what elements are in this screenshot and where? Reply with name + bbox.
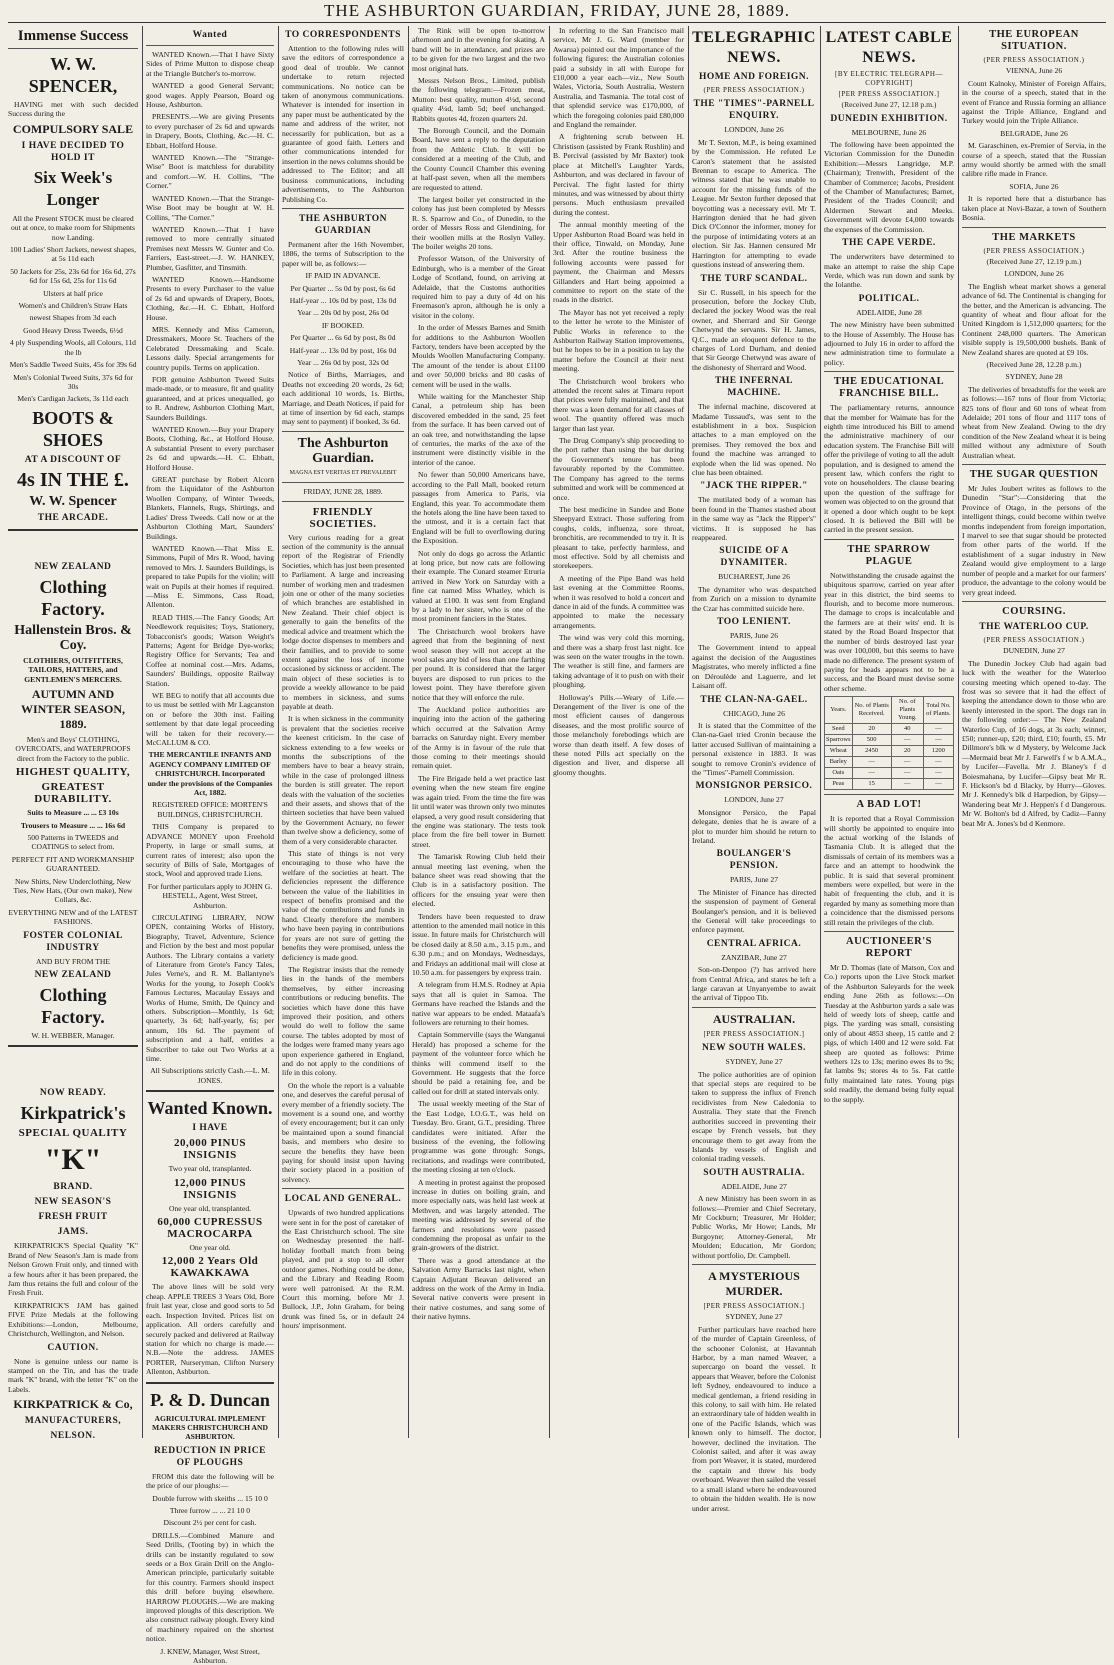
table-cell: Barley bbox=[825, 757, 853, 768]
special-quality: SPECIAL QUALITY bbox=[18, 1127, 128, 1140]
story-title: BOULANGER'S PENSION. bbox=[716, 849, 792, 872]
discount-text: AT A DISCOUNT OF bbox=[24, 454, 122, 465]
table-cell: Peas bbox=[825, 779, 853, 790]
guardian-heading: THE ASHBURTON GUARDIAN bbox=[298, 213, 388, 236]
table-header: Years. bbox=[825, 697, 853, 724]
plough-price: Double furrow with skeiths ... 15 10 0 bbox=[152, 1493, 268, 1503]
story-title: MONSIGNOR PERSICO. bbox=[695, 781, 813, 792]
story-dateline: ZANZIBAR, June 27 bbox=[721, 952, 787, 962]
news-paragraph: In the order of Messrs Barnes and Smith for additions to the Ashburton Woollen Factory, tenders have been accepted by the Moulds Woollen Manufacturing Company. The amount of the tender is about £1100 and over 50,000 bricks and 80 casks of cement will be used in the walls. bbox=[412, 323, 545, 389]
classified-ad: WE BEG to notify that all accounts due to us must be settled with Mr Lagcanston on or before the 30th inst. Failing settlement by that date legal proceeding will be taken for their recovery.—McCALLUM & CO. bbox=[146, 691, 274, 748]
story-text: M. Garaschinen, ex-Premier of Servia, in the course of a speech, stated that the Russian army would shortly be armed with the small calibre rifle made in France. bbox=[962, 141, 1106, 179]
story-title: THE CAPE VERDE. bbox=[842, 238, 936, 249]
coursing: COURSING. bbox=[1002, 605, 1066, 617]
classified-ad: PRESENTS.—We are giving Presents to every purchaser of 2s 6d and upwards in Drapery, Boots, Clothing, &c.—H. C. Ebbatt, Holford House. bbox=[146, 112, 274, 150]
story-title: CENTRAL AFRICA. bbox=[706, 938, 802, 949]
news-paragraph: While waiting for the Manchester Ship Canal, a petroleum ship has been discovered embedded in the sand, 25 feet from the surface. It has been carved out of an oak tree, and notwithstanding the lapse of centuries, the marks of the axe of the instrument were distinctly visible in the interior of the canoe. bbox=[412, 392, 545, 467]
manager: W. H. WEBBER, Manager. bbox=[31, 1031, 115, 1041]
terms-heading: IF PAID IN ADVANCE. bbox=[305, 271, 381, 281]
column-separator bbox=[278, 26, 279, 1438]
new-season: NEW SEASON'S bbox=[34, 1197, 112, 1208]
news-paragraph: Not only do dogs go across the Atlantic at long price, but now cats are following their example. The Cunard steamer Etruria arrived in New York on Saturday with a fine cat named Miss Whatley, which is valued at £100. It was sent from England by a lady to her sister, who is one of the most prominent fanciers in the States. bbox=[412, 548, 545, 624]
press-assoc: [PER PRESS ASSOCIATION.] bbox=[838, 89, 940, 98]
stock-text: All the Present STOCK must be cleared out at once, to make room for Shipments now Landing. bbox=[10, 213, 135, 242]
table-header: No. of Plants Received. bbox=[852, 697, 891, 724]
column-8 bbox=[962, 26, 1106, 1438]
kirkpatrick-title: Kirkpatrick's bbox=[20, 1103, 126, 1124]
k-brand: "K" bbox=[44, 1143, 102, 1177]
news-paragraph: The Fire Brigade held a wet practice last evening when the new steam fire engine was again tried. From the time the fire was lit until water was thrown only two minutes elapsed, a very good result considering that the engine was stationary. The tests took place from the fire bell tower in Burnett street. bbox=[412, 773, 545, 849]
table-cell: — bbox=[923, 768, 953, 779]
sparrow-table bbox=[824, 696, 954, 790]
classified-ad: WANTED Known.—Buy your Drapery Boots, Clothing, &c., at Holford House. A substantial Present to every purchaser 2s 6d and upwards.—H. C. Ebbatt, Holford House. bbox=[146, 425, 274, 472]
table-header: No. of Plants Young. bbox=[891, 697, 923, 724]
caution: CAUTION. bbox=[47, 1342, 99, 1353]
column-separator bbox=[958, 26, 959, 1438]
motto: MAGNA EST VERITAS ET PREVALEBIT bbox=[289, 469, 397, 476]
news-paragraph: The annual monthly meeting of the Upper Ashburton Road Board was held in their office, Tinwald, on Monday, June 3rd. After the routine business the following accounts were passed for payment, the Chairman and Messrs Gillanders and Hart being appointed a committee to report on the state of the roads in the district. bbox=[553, 220, 684, 305]
hallenstein: Hallenstein Bros. & Coy. bbox=[14, 622, 132, 653]
story-dateline: SOFIA, June 26 bbox=[1009, 181, 1059, 191]
column-separator bbox=[820, 26, 821, 1438]
press-assoc: [PER PRESS ASSOCIATION.] bbox=[703, 1029, 805, 1038]
news-paragraph: A meeting of the Pipe Band was held last evening at the Committee Rooms, when it was resolved to hold a concert and dance in aid of the funds. A committee was appointed to make the necessary arrangements. bbox=[553, 573, 684, 630]
press-assoc: [PER PRESS ASSOCIATION.] bbox=[703, 1301, 805, 1310]
story-text: Count Kalnoky, Minister of Foreign Affairs, in the course of a speech, stated that in the event of France and Russia forming an alliance against the Triple Alliance, England and Turkey would join the Triple Alliance. bbox=[962, 78, 1106, 126]
duncan-sign: J. KNEW, Manager, West Street, Ashburton. bbox=[160, 1646, 260, 1665]
press-assoc: (PER PRESS ASSOCIATION.) bbox=[983, 246, 1085, 255]
clothing-factory: Clothing Factory. bbox=[39, 576, 107, 619]
arcade: THE ARCADE. bbox=[37, 512, 109, 523]
trousers-price: Trousers to Measure ... ... 16s 6d bbox=[20, 820, 126, 830]
story-title: SOUTH AUSTRALIA. bbox=[703, 1167, 805, 1178]
news-paragraph: The Christchurch wool brokers who attended the recent sales at Timaru report that prices were fully maintained, and that there was a keen demand for all classes of wool. The quantity offered was much larger than last year. bbox=[553, 376, 684, 433]
classified-ad: READ THIS.—The Fancy Goods; Art Needlework requisites; Toys, Stationery, Tobacconist's goods; Watson Weight's Patterns; Agent for Bridge Dye-works; Registry Office for Servants; Tea and Coffee at nominal cost.—Mrs. Adams, Saunders' Buildings, opposite Railway Station. bbox=[146, 612, 274, 688]
masthead bbox=[0, 0, 1114, 22]
story-dateline: MELBOURNE, June 26 bbox=[851, 127, 927, 137]
column-separator bbox=[688, 26, 689, 1438]
editorial-paragraph: It is when sickness in the community is prevalent that the societies receive the keenest criticism. In the case of sickness extending to a few weeks or months the subscriptions of the members have to bear a heavy strain, while in the case of prolonged illness the burden is still greater. The report deals with the valuation of the societies and their assets, and shows that of the thirteen societies that have been valued by the Government Actuary, no fewer than twelve show a deficiency, some of them of a very considerable character. bbox=[282, 714, 404, 846]
franchise-bill: THE EDUCATIONAL FRANCHISE BILL. bbox=[833, 376, 945, 400]
table-cell: 2450 bbox=[852, 746, 891, 757]
press-assoc: (PER PRESS ASSOCIATION.) bbox=[983, 56, 1085, 64]
clothing-factory-2: Clothing Factory. bbox=[39, 985, 107, 1028]
story-text: Sir C. Russell, in his speech for the prosecution, before the Jockey Club, declared the jockey Wood was the real owner, and Sherrard and Sir George Chetwynd the servants. Sir H. James, Q.C., made an eloquent defence to the charges of Lord Durham, and denied that Sir George Chetwynd was aware of the dishonesty of Sherrard and Wood. bbox=[692, 287, 816, 372]
overcoats: Men's and Boys' CLOTHING, OVERCOATS, and WATERPROOFS direct from the Factory to the public. bbox=[15, 734, 131, 763]
table-cell: 20 bbox=[852, 724, 891, 735]
spencer-item: 100 Ladies' Short Jackets, newest shapes, at 5s 11d each bbox=[9, 245, 136, 264]
franchise-text: The parliamentary returns, announce that the member for Waimate has for the eighth time introduced his Bill to amend the administrative machinery of our education system. The Franchise Bill will offer the privilege of voting to all the adult population, and is designed to amend the present law, which confers the right to vote on householders. The clause bearing upon the question of the suffrage for women was objected to on the ground that it opened a door which ought to be kept closed. It is believed the Bill will be carried in the present session. bbox=[824, 403, 954, 535]
story-title: THE "TIMES"-PARNELL ENQUIRY. bbox=[693, 99, 815, 122]
masthead-rule bbox=[8, 22, 1106, 23]
reduction: REDUCTION IN PRICE OF PLOUGHS bbox=[154, 1445, 266, 1468]
caution-text: None is genuine unless our name is stamped on the Tin, and has the trade mark "K" brand, with the letter "K" on the Labels. bbox=[8, 1356, 138, 1394]
friendly-societies: FRIENDLY SOCIETIES. bbox=[309, 505, 377, 530]
story-dateline: SYDNEY, June 28 bbox=[1005, 372, 1063, 382]
spencer-item: newest Shapes from 3d each bbox=[29, 313, 117, 323]
classified-ad: For further particulars apply to JOHN G. HESTELL, Agent, West Street, Ashburton. bbox=[147, 881, 273, 910]
table-cell: Sparrows bbox=[825, 735, 853, 746]
spencer-intro: HAVING met with such decided Success during the bbox=[8, 100, 138, 119]
from-date: FROM this date the following will be the price of our ploughs:— bbox=[146, 1471, 274, 1491]
column-1 bbox=[8, 26, 138, 1442]
clothiers: CLOTHIERS, OUTFITTERS, TAILORS, HATTERS, and GENTLEMEN'S MERCERS. bbox=[23, 655, 123, 684]
editorial-paragraph: The Registrar insists that the remedy lies in the hands of the members themselves, by either increasing contributions or reducing benefits. The societies which have done this have improved their position, and others would do well to follow the same course. The tables adopted by most of the lodges were framed many years ago upon experience gathered in England, and do not apply to the conditions of life in this colony. bbox=[282, 964, 404, 1078]
received-line: (Received June 27, 12.18 p.m.) bbox=[841, 100, 937, 110]
nz-label-2: NEW ZEALAND bbox=[34, 970, 112, 981]
column-6 bbox=[692, 26, 816, 1513]
waterloo-cup: THE WATERLOO CUP. bbox=[979, 621, 1089, 632]
news-paragraph: The wind was very cold this morning, and there was a sharp frost last night. Ice was seen on the water troughs in the town. The weather is still fine, and farmers are taking advantage of it to push on with their ploughing. bbox=[553, 633, 684, 690]
mysterious-murder: A MYSTERIOUS MURDER. bbox=[708, 1268, 800, 1298]
table-cell: — bbox=[891, 757, 923, 768]
story-dateline: VIENNA, June 26 bbox=[1005, 66, 1063, 76]
table-cell: 500 bbox=[852, 735, 891, 746]
table-row bbox=[825, 779, 954, 790]
received-line: (Received June 27, 12.19 p.m.) bbox=[986, 256, 1082, 266]
terms-row: Year ... 20s 0d by post, 26s 0d bbox=[297, 308, 389, 318]
suits-price: Suits to Measure ... ... £3 10s bbox=[27, 808, 119, 818]
story-dateline: LONDON, June 27 bbox=[724, 795, 784, 805]
patterns: 500 Patterns in TWEEDS and COATINGS to select from. bbox=[27, 832, 119, 852]
masthead-title: THE ASHBURTON GUARDIAN, FRIDAY, JUNE 28, 1889. bbox=[324, 1, 790, 20]
story-text: The Government intend to appeal against the decision of the Augustines Magistrates, who merely inflicted a fine on Déroulède and Laguerre, and let Laisant off. bbox=[692, 643, 816, 691]
shirts: New Shirts, New Underclothing, New Ties, New Hats, (Our own make), New Collars, &c. bbox=[13, 876, 133, 905]
pinus-2-desc: One year old, transplanted. bbox=[168, 1203, 252, 1213]
sugar-question: THE SUGAR QUESTION bbox=[969, 469, 1099, 481]
european-situation: THE EUROPEAN SITUATION. bbox=[989, 29, 1079, 52]
news-paragraph: The Drug Company's ship proceeding to the port rather than using the bar during the Government's tenure has been favourably reported by the Committee. The Company has agreed to the terms submitted and work will be commenced at once. bbox=[553, 436, 684, 502]
terms-row: Per Quarter ... 5s 0d by post, 6s 6d bbox=[290, 283, 396, 293]
news-paragraph: The Auckland police authorities are inquiring into the action of the gathering which occurred at the Salvation Army barracks on Saturday night. Every member of the Army is in favour of the rule that those coming to their meetings should remain quiet. bbox=[412, 705, 545, 771]
table-cell: — bbox=[923, 735, 953, 746]
news-paragraph: Messrs Nelson Bros., Limited, publish the following telegram:—Frozen meat, Mutton: best quality, mutton 4½d, second quality 4¼d, lamb 5d; beef unchanged. Rabbits quotes 4d, frozen quarters 2d. bbox=[412, 76, 545, 123]
spencer-item: 4 ply Suspending Wools, all Colours, 11d the lb bbox=[10, 338, 136, 357]
classified-ad: REGISTERED OFFICE: MORTEN'S BUILDINGS, CHRISTCHURCH. bbox=[152, 800, 268, 819]
table-cell: 20 bbox=[891, 746, 923, 757]
autumn-season: AUTUMN AND WINTER SEASON, 1889. bbox=[20, 686, 126, 731]
booked-row: Per Quarter ... 6s 6d by post, 8s 0d bbox=[290, 333, 396, 343]
pinus-1: 20,000 PINUS INSIGNIS bbox=[173, 1137, 246, 1162]
classified-ad: MRS. Kennedy and Miss Cameron, Dressmakers, Moore St. Teachers of the Celebrated Dressmaking and Scale. Lessons daily. Special arrangements for country pupils. Terms on application. bbox=[146, 324, 274, 372]
now-ready: NOW READY. bbox=[39, 1088, 107, 1099]
story-title: THE TURF SCANDAL. bbox=[700, 273, 808, 284]
headline-immense: Immense Success bbox=[17, 28, 129, 44]
table-row bbox=[825, 746, 954, 757]
trees-text: The above lines will be sold very cheap. APPLE TREES 3 Years Old, Bore fruit last year, close and good sorts to 5d each. Inspection Invited. Prices list on application. All orders carefully and securely packed and delivered at Railway station for which no charge is made.—N.B.—Note the address. JAMES PORTER, Nurseryman, Clifton Nursery Allenton, Ashburton. bbox=[146, 1282, 274, 1377]
story-title: POLITICAL. bbox=[858, 293, 920, 304]
booked-row: Half-year ... 13s 0d by post, 16s 0d bbox=[289, 345, 397, 355]
story-dateline: PARIS, June 26 bbox=[729, 631, 779, 641]
classified-ad: WANTED Known.—That I have removed to more centrally situated Premises next Messrs W. Gunter and Co. Farriers, East-street.—J. W. HANKEY, Plumber, Gasfitter, and Tinsmith. bbox=[146, 224, 274, 272]
story-text: The police authorities are of opinion that special steps are required to be taken to suppress the influx of French recidivistes from New Caledonia to Australia. They state that the French authorities succeed in preventing their escape by French vessels, but they encourage them to get away from the Islands by vessels of English and colonial trading vessels. bbox=[692, 1069, 816, 1164]
perfect-fit: PERFECT FIT AND WORKMANSHIP GUARANTEED. bbox=[11, 854, 135, 874]
waterloo-text: The Dunedin Jockey Club had again bad luck with the weather for the Waterloo coursing meeting which opened to-day. The frost was so severe that it had the effect of keeping the attendance down to those who are keenly interested in the sport. The dogs ran in the following order:— The New Zealand Waterloo Cup, of 16 dogs, at 3s each; winner, £50; runner-up, £20; third, £10; fourth, £5. Mr Dillmore's blk w d Mystery, by Welcome Jack—Mermaid beat Mr J. Farwell's f w b A.M.A., by Lucifer—Favella. Mr J. Blaney's f d Boiesmahana, by Lucifer—Gipsy beat Mr R. F. Hickson's bd d Blacky, by Hurry—Gloves. Mr J. Kennedy's blk d Harpedion, by Gipsy—Wandering beat Mr J. Heppen's f d Dangerous. Mr W. Bolton's bd d Alfred, by Cadiz—Fanny beat Mr A. Jones's bd d Kenmore. bbox=[962, 658, 1106, 828]
table-cell: — bbox=[891, 768, 923, 779]
press-assoc: (PER PRESS ASSOCIATION.) bbox=[983, 635, 1085, 644]
table-row bbox=[825, 735, 954, 746]
everything-new: EVERYTHING NEW and of the LATEST FASHIONS. bbox=[8, 907, 138, 927]
story-text: Further particulars have reached here of the murder of Captain Greenless, of the schooner Colonist, at Havannah Harbor, by a man named Weaver, a supercargo on board the vessel. It appears that Weaver, before the Colonist left Sydney, endeavoured to induce a medical gentleman, a friend residing in this colony, to sail with him. He related an extraordinary tale of hidden wealth in one of the Pacific Islands, which was known only to himself. The doctor, however, declined the invitation. The Colonist sailed, and after it was away from port Weaver, it is stated, murdered the captain and threw his body overboard. Weaver then sailed the vessel to a small island where he endeavoured to obtain the hidden wealth. He is now under arrest. bbox=[692, 1324, 816, 1513]
foster: FOSTER COLONIAL INDUSTRY bbox=[23, 930, 123, 953]
story-text: It is reported here that a disturbance has taken place at Novi-Bazar, a town of Southern Bosnia. bbox=[962, 194, 1106, 223]
pinus-2: 12,000 PINUS INSIGNIS bbox=[173, 1176, 246, 1201]
sugar-text: Mr Jules Joubert writes as follows to the Dunedin "Star":—Considering that the Province of Otago, in the persons of the intelligent things, could become within twelve months independent from foreign importation, I marvel to see that sugar should be protected from other parts of the world. If the establishment of a sugar industry in New Zealand would give employment to a large number of people and a market for our farmers' produce, the advantage to the colony would be very great indeed. bbox=[962, 484, 1106, 597]
news-paragraph: The usual weekly meeting of the Star of the East Lodge, I.O.G.T., was held on Tuesday. Bro. Grant, G.T., presiding. Three candidates were initiated. After the business of the evening, the following programme was gone through: Songs, recitations, and readings were contributed, the meeting closing at ten o'clock. bbox=[412, 1099, 545, 1175]
spencer-item: Good Heavy Dress Tweeds, 6½d bbox=[23, 325, 123, 335]
news-paragraph: A frightening scrub between H. Christison (assisted by Frank Rushlin) and B. Percival (assisted by Mr Baxter) took place at Mitchell's Laughter Yards, Ashburton, and was declared in favour of Percival. The fight lasted for thirty minutes, and was witnessed by about thirty persons. Much enthusiasm prevailed during the contest. bbox=[553, 132, 684, 217]
story-title: SUICIDE OF A DYNAMITER. bbox=[719, 546, 789, 569]
table-row bbox=[825, 757, 954, 768]
story-text: The dynamiter who was despatched from Zurich on a mission to dynamite the Czar has committed suicide here. bbox=[692, 584, 816, 613]
classified-ad: WANTED Known.—That I have Sixty Sides of Prime Mutton to dispose cheap at the Triangle Butcher's to-morrow. bbox=[146, 50, 274, 78]
table-cell: 15 bbox=[852, 779, 891, 790]
nelson: NELSON. bbox=[50, 1431, 96, 1442]
story-title: "JACK THE RIPPER." bbox=[700, 481, 808, 492]
markets-text: The English wheat market shows a general advance of 6d. The Continental is changing for the better, and the American is advancing. The quantity of wheat and flour afloat for the United Kingdom is 1,512,000 quarters; for the Continent 248,000 quarters. The American visible supply is 19,500,000 bushels. Bank of New Zealand shares are quoted at £9 10s. bbox=[962, 281, 1106, 357]
jam-text: KIRKPATRICK'S Special Quality "K" Brand of New Season's Jam is made from Nelson Grown Fruit only, and tinned with a few hours after it has been prepared, the Jam thus retains the full and colour of the Fresh Fruit. bbox=[8, 1241, 138, 1298]
greatest-durability: GREATEST DURABILITY. bbox=[34, 781, 112, 806]
table-cell: Seed bbox=[825, 724, 853, 735]
news-paragraph: No fewer than 50,000 Americans have, according to the Pall Mall, booked return passages from America to Paris, via England, this year. To accommodate them the hotels along the line have been taxed to the utmost, and it is a certain fact that England will be full to overflowing during the Exposition. bbox=[412, 470, 545, 546]
news-paragraph: Captain Sommerville (says the Wanganui Herald) has proposed a scheme for the payment of the volunteer force which he thinks will commend itself to the Government. He suggests that the force should be paid a retaining fee, and be called out for drill at stated intervals only. bbox=[412, 1030, 545, 1096]
sydney-text: The deliveries of breadstuffs for the week are as follows:—167 tons of flour from Victoria; 825 tons of flour and 60 tons of wheat from Adelaide; 201 tons of flour and 1117 tons of wheat from New Zealand. Owing to the dry condition of the New Zealand wheat it is being milled without any admixture of South Australian wheat. bbox=[962, 384, 1106, 460]
markets-heading: THE MARKETS bbox=[992, 231, 1076, 243]
table-cell: — bbox=[923, 724, 953, 735]
story-dateline: ADELAIDE, June 28 bbox=[856, 307, 922, 317]
classified-ad: FOR genuine Ashburton Tweed Suits made-made, or to measure, fit and quality guaranteed, and at prices unequalled, go to R. Andrew, Ashburton Clothing Mart, Saunders Buildings. bbox=[146, 375, 274, 422]
duncan-sub: AGRICULTURAL IMPLEMENT MAKERS CHRISTCHURCH AND ASHBURTON. bbox=[151, 1413, 269, 1442]
table-cell: — bbox=[852, 768, 891, 779]
cupressus-desc: One year old. bbox=[189, 1243, 231, 1253]
spencer-item: Men's Cardigan Jackets, 3s 11d each bbox=[17, 394, 129, 404]
column-4 bbox=[412, 26, 545, 1438]
table-cell: Wheat bbox=[825, 746, 853, 757]
duncan-text: DRILLS.—Combined Manure and Seed Drills, (Tooting by) in which the drills can be instantly regulated to sow seeds or a Box Grain Drill on the Anglo-American principle, particularly suitable for this country. Farmers should inspect this drill before buying elsewhere. HARROW PLOUGHS.—We are making improved ploughs of this description. We also construct railway plough. Every kind of machinery repaired on the shortest notice. bbox=[146, 1530, 274, 1644]
plough-price: Discount 2½ per cent for cash. bbox=[163, 1518, 257, 1528]
table-cell: Oats bbox=[825, 768, 853, 779]
auctioneer-text: Mr D. Thomas (late of Matson, Cox and Co.) reports upon the Live Stock market of the Ashburton Saleyards for the week ending June 26th as follows:—On Tuesday at the Ashburton yards a sale was held of weedy lots of sheep, cattle and pigs. The yarding was small, consisting only of about 4853 sheep, 15 cattle and 2 pigs, of which 1400 and 12 were sold. Fat sheep are quoted as follows: Prime wethers 12s to 13s; merino ewes 8s to 9s; fat lambs 9s; stores 4s to 5s. Fat cattle fully maintained late rates. Young pigs sold readily, the demand being fully equal to the supply. bbox=[824, 963, 954, 1104]
highest-quality: HIGHEST QUALITY, bbox=[15, 766, 131, 779]
story-text: The Minister of Finance has directed the suspension of payment of General Boulanger's pension, and it is believed the General will take proceedings to enforce payment. bbox=[692, 887, 816, 935]
classified-ad: All Subscriptions strictly Cash.—L. M. JONES. bbox=[150, 1066, 270, 1085]
table-cell: — bbox=[923, 757, 953, 768]
news-paragraph: The Borough Council, and the Domain Board, have sent a reply to the deputation from the Athletic Club. It will be considered at a meeting of the Club, and the County Council Chamber this evening at half-past seven, when all the members are requested to attend. bbox=[412, 126, 545, 192]
wanted-heading: Wanted bbox=[192, 30, 228, 40]
story-dateline: LONDON, June 26 bbox=[1004, 269, 1064, 279]
booked-heading: IF BOOKED. bbox=[321, 320, 365, 330]
australian: AUSTRALIAN. bbox=[712, 1011, 796, 1026]
issue-date: FRIDAY, JUNE 28, 1889. bbox=[303, 487, 383, 497]
table-cell: — bbox=[891, 779, 923, 790]
story-title: THE CLAN-NA-GAEL. bbox=[700, 694, 808, 705]
editorial-paragraph: This state of things is not very encouraging to those who have the welfare of the societies at heart. The deficiencies represent the difference between the value of the liabilities in respect of benefits promised and the value of the contributions and funds in hand. Clearly therefore the members who have been paying in contributions for years are not sure of getting the benefits they were promised, unless the deficiency is made good. bbox=[282, 849, 404, 962]
compulsory-sale: COMPULSORY SALE bbox=[12, 121, 134, 136]
story-text: The infernal machine, discovered at Madame Tussaud's, was sent to the establishment in a box. Suspicion attaches to a man employed on the premises. They removed the box and found the machine was arranged to explode when the lid was opened. No clue has been obtained. bbox=[692, 402, 816, 477]
column-separator bbox=[408, 26, 409, 1438]
editorial-paragraph: On the whole the report is a valuable one, and deserves the careful perusal of every member of a friendly society. The movement is a sound one, and worthy of every encouragement; but it can only be maintained upon a sound financial basis, and members who desire to secure the benefits they have been paying for should insist upon having their society placed in a position of solvency. bbox=[282, 1080, 404, 1184]
news-paragraph: The best medicine in Sandee and Bone Sheepyard Extract. Those suffering from coughs, colds, influenza, sore throat, bronchitis, are recommended to try it. It is pleasant to take, perfectly harmless, and most effective. Sold by all chemists and storekeepers. bbox=[553, 504, 684, 571]
column-2 bbox=[146, 26, 274, 1665]
editorial-paragraph: Very curious reading for a great section of the community is the annual report of the Registrar of Friendly Societies, which has just been presented to Parliament. A large and increasing number of working men and tradesmen join one or other of the many societies of which branches are established in New Zealand. Their chief object is generally to gain the benefits of the medical advice and treatment which the lodge doctor dispenses to members and their families, and to provide to some extent against the loss of income occasioned by sickness or accident. The main object of these societies is to provide a weekly allowance to be paid to members in sickness, and sums payable at death. bbox=[282, 532, 404, 711]
decided-text: I HAVE DECIDED TO HOLD IT bbox=[21, 140, 125, 163]
bad-lot: A BAD LOT! bbox=[856, 799, 922, 811]
buy-from: AND BUY FROM THE bbox=[35, 956, 111, 966]
spencer-item: Ulsters at half price bbox=[43, 288, 103, 298]
nz-label: NEW ZEALAND bbox=[34, 561, 112, 572]
story-text: Son-on-Denpoo (?) has arrived here from Central Africa, and states he left a large caravan at Unyanyembe to await the arrival of Tippoo Tib. bbox=[692, 965, 816, 1003]
classified-ad: WANTED a good General Servant; good wages. Apply Pearson, Board og House, Ashburton. bbox=[146, 81, 274, 110]
booked-row: Year ... 26s 0d by post, 32s 0d bbox=[297, 357, 389, 367]
spencer-item: 50 Jackets for 25s, 23s 6d for 16s 6d, 27s 6d for 15s 6d, 25s for 11s 6d bbox=[10, 266, 136, 286]
kawakawa: 12,000 2 Years Old KAWAKKAWA bbox=[161, 1255, 259, 1280]
wanted-known: Wanted Known. bbox=[147, 1098, 273, 1119]
story-dateline: ADELAIDE, June 27 bbox=[721, 1181, 787, 1191]
kirk-co: KIRKPATRICK & Co, bbox=[13, 1397, 133, 1412]
story-title: TOO LENIENT. bbox=[717, 617, 791, 628]
story-dateline: SYDNEY, June 27 bbox=[725, 1312, 783, 1322]
auctioneer-report: AUCTIONEER'S REPORT bbox=[846, 936, 932, 959]
brand-label: BRAND. bbox=[53, 1182, 93, 1193]
table-row bbox=[825, 768, 954, 779]
story-dateline: CHICAGO, June 26 bbox=[723, 708, 785, 718]
column-5 bbox=[553, 26, 684, 1438]
table-row bbox=[825, 724, 954, 735]
latest-cable: LATEST CABLE NEWS. bbox=[825, 29, 953, 66]
classified-ad: CIRCULATING LIBRARY, NOW OPEN, containing Works of History, Biography, Travel, Adventure, Science and Fiction by the best and most popular Authors. The Library contains a variety of Literature from Grote's Fancy Tales, Jules Verne's, and R. M. Ballantyne's Works for the young, to Joseph Cook's Famous Lectures, Macaulay Essays and Works of Hume, Smith, De Quincy and others. Subscription—Monthly, 1s 6d; quarterly, 3s 6d; half-yearly, 6s; per annum, 10s 6d. The payment of subscription and a half, entitles a Subscriber to take out Two Works at a time. bbox=[146, 912, 274, 1064]
story-text: Monsignor Persico, the Papal delegate, denies that he is aware of a plot to murder him should he return to Ireland. bbox=[692, 807, 816, 845]
boots-shoes: BOOTS & SHOES bbox=[32, 407, 114, 450]
table-cell: 40 bbox=[891, 724, 923, 735]
story-title: DUNEDIN EXHIBITION. bbox=[830, 113, 948, 124]
news-paragraph: The Tamarisk Rowing Club held their annual meeting last evening, when the balance sheet was read showing that the Club is in a satisfactory position. The officers for the ensuing year were then elected. bbox=[412, 852, 545, 909]
story-text: The following have been appointed the Victorian Commission for the Dunedin Exhibition:—Messrs Langridge, M.P. (Chairman); Trenwith, President of the Chamber of Commerce; Jacobs, President of the Chamber of Manufactures; Barnet, President of the Trades Council; and Aldermen Stewart and Meeks. Government will devote £4,000 towards the expenses of the Commission. bbox=[824, 140, 954, 234]
spencer-name: W. W. SPENCER, bbox=[28, 54, 118, 96]
cupressus: 60,000 CUPRESSUS MACROCARPA bbox=[157, 1216, 263, 1241]
sparrow-plague: THE SPARROW PLAGUE bbox=[847, 543, 931, 567]
table-cell: — bbox=[852, 757, 891, 768]
spencer-item: Men's Saddle Tweed Suits, 45s for 39s 6d bbox=[9, 360, 137, 370]
telegraphic-news: TELEGRAPHIC NEWS. bbox=[692, 29, 816, 66]
table-header: Total No. of Plants. bbox=[923, 697, 953, 724]
news-paragraph: In referring to the San Francisco mail service, Mr J. G. Ward (member for Awarua) pointed out the importance of the following figures: the Australian colonies paid a subsidy in all with Europe for £10,000 a year each—viz., New South Wales, Victoria, South Australia, Western Australia, and Tasmania. The total cost of that splendid service was £170,000, of which the foregoing colonies paid £80,000 and England the remainder. bbox=[553, 26, 684, 130]
story-dateline: PARIS, June 27 bbox=[729, 875, 779, 885]
news-paragraph: A meeting in protest against the proposed increase in duties on boiling grain, and more especially oats, was held last week at Methven, and was largely attended. The meeting was addressed by several of the farmers and resolutions were passed condemning the proposal as unfair to the grain-growers of the district. bbox=[412, 1177, 545, 1253]
classified-ad: GREAT purchase by Robert Alcorn from the Liquidator of the Ashburton Woollen Company, of Winter Tweeds, Blankets, Flannels, Rugs, Shirtings, and Ladies' Dress Tweeds. Call now or at the Ashburton Clothing Mart, Saunders' Buildings. bbox=[146, 475, 274, 541]
correspondents-heading: TO CORRESPONDENTS bbox=[285, 30, 401, 40]
cable-sub: [BY ELECTRIC TELEGRAPH—COPYRIGHT] bbox=[835, 70, 943, 88]
classified-ad: THIS Company is prepared to ADVANCE MONEY upon Freehold Property, in large or small sums, at current rates of interest; also upon the security of Bills of Sale, Mortgages of stock, Wool and approved trade Liens. bbox=[146, 822, 274, 879]
classified-ad: WANTED Known.—The "Strange-Wise" Boot is matchless for durability and comfort.—W. H. Collins, "The Corner." bbox=[146, 153, 274, 191]
story-text: A new Ministry has been sworn in as follows:—Premier and Chief Secretary, Mr Cockburn; Treasurer, Mr Holder; Public Works, Mr Howe; Lands, Mr Burgoyne; Attorney-General, Mr Moulden; Education, Mr Gordon; without portfolio, Dr. Campbell. bbox=[692, 1194, 816, 1260]
jam-medals: KIRKPATRICK'S JAM has gained FIVE Prize Medals at the following Exhibitions:—London, Melbourne, Christchurch, Wellington, and Nelson. bbox=[8, 1300, 138, 1339]
plough-price: Three furrow ... ... 21 10 0 bbox=[169, 1505, 251, 1515]
table-cell: — bbox=[923, 779, 953, 790]
booked-text: Notice of Births, Marriages, and Deaths not exceeding 20 words, 2s 6d; each additional 10 words, 1s. Births, Marriage, and Death Notices, if paid for at time of insertion by 6d each, stamps may sent to payment) if booked, 3s 6d. bbox=[282, 370, 404, 427]
spencer-sign: W. W. Spencer bbox=[29, 493, 117, 509]
spencer-item: Women's and Children's Straw Hats bbox=[18, 301, 128, 311]
news-paragraph: Holloway's Pills.—Weary of Life.—Derangement of the liver is one of the most efficient causes of dangerous diseases, and the most prolific source of those melancholy forebodings which are worse than death itself. A few doses of these noted Pills act specially on the digestion and liver, and disperse all gloomy thoughts. bbox=[553, 692, 684, 777]
received-line: (Received June 28, 12.28 p.m.) bbox=[986, 359, 1082, 369]
story-dateline: DUNEDIN, June 27 bbox=[1003, 646, 1065, 656]
column-3 bbox=[282, 26, 404, 1438]
home-foreign: HOME AND FOREIGN. bbox=[698, 72, 810, 82]
fresh-fruit: FRESH FRUIT bbox=[38, 1212, 108, 1223]
column-separator bbox=[142, 26, 143, 1438]
classified-ad: WANTED Known.—That the Strange-Wise Boot may be bought at W. H. Collins, "The Corner." bbox=[146, 193, 274, 222]
news-paragraph: The largest boiler yet constructed in the colony has just been completed by Messrs R. S. Sparrow and Co., of Dunedin, to the order of Messrs Ross and Glendining, for their woollen mills at the Roslyn Valley. The boiler weighs 20 tons. bbox=[412, 194, 545, 251]
news-paragraph: The Rink will be open to-morrow afternoon and in the evening for skating. A band will be in attendance, and prizes are to be given for the two largest and the two most original hats. bbox=[412, 26, 545, 73]
column-7 bbox=[824, 26, 954, 1438]
manufacturers: MANUFACTURERS, bbox=[24, 1416, 122, 1427]
story-text: The underwriters have determined to make an attempt to raise the ship Cape Verde, which was run down and sunk by the Iolanthe. bbox=[824, 252, 954, 290]
story-dateline: SYDNEY, June 27 bbox=[725, 1057, 783, 1067]
story-dateline: LONDON, June 26 bbox=[724, 125, 784, 135]
story-dateline: BELGRADE, June 26 bbox=[1000, 128, 1068, 138]
news-paragraph: A telegram from H.M.S. Rodney at Apia says that all is quiet in Samoa. The Germans have reached the Islands and the native war appears to be ended. Mataafa's followers are returning to their homes. bbox=[412, 980, 545, 1028]
press-assoc: (PER PRESS ASSOCIATION.) bbox=[703, 86, 805, 94]
four-shillings: 4s IN THE £. bbox=[17, 468, 129, 491]
story-text: Mr T. Sexton, M.P., is being examined by the Commission. He refuted Le Caron's statement that he assisted Brennan to escape to America. The witness stated that he was unable to account for the missing funds of the League. Mr Sexton further deposed that boycotting was a necessary evil. Mr T. Harrington denied that he had given Dick O'Connor the informer, money for the purpose of intimidating voters at an election. Sir Jas. Hannen censured Mr Harrington for attempting to evade questions instead of answering them. bbox=[692, 137, 816, 270]
paper-name: The Ashburton Guardian. bbox=[297, 435, 389, 466]
terms-row: Half-year ... 10s 0d by post, 13s 0d bbox=[289, 295, 397, 305]
story-text: The mutilated body of a woman has been found in the Thames stashed about in the same way as "Jack the Ripper's" victims. It is supposed he has reappeared. bbox=[692, 495, 816, 543]
local-general: LOCAL AND GENERAL. bbox=[284, 1194, 402, 1205]
news-paragraph: Professor Watson, of the University of Edinburgh, who is a member of the Great Lodge of Scotland, found, on arriving at Adelaide, that the Customs authorities required him to pay a duty of 4d on his Freemason's apron, although he is only a visitor in the colony. bbox=[412, 254, 545, 320]
duncan-title: P. & D. Duncan bbox=[150, 1389, 270, 1410]
news-paragraph: There was a good attendance at the Salvation Army Barracks last night, when Captain Adjutant Beavan delivered an address on the work of the Army in India. Several native converts were present in their native costumes, and sang some of their native hymns. bbox=[412, 1255, 545, 1322]
story-dateline: BUCHAREST, June 26 bbox=[718, 572, 790, 582]
story-title: THE INFERNAL MACHINE. bbox=[714, 376, 794, 399]
story-title: NEW SOUTH WALES. bbox=[701, 1043, 806, 1054]
classified-ad: THE MERCANTILE INFANTS AND AGENCY COMPANY LIMITED OF CHRISTCHURCH. Incorporated under the provisions of the Companies Act, 1882. bbox=[147, 750, 273, 798]
bad-lot-text: It is reported that a Royal Commission will shortly be appointed to enquire into the actual working of the Islands of Tasmania Club. It is alleged that the dismissals of certain of its members was a farce and an attempt to hoodwink the public. It is said that several prominent members were expelled, but were in the habit of frequenting the club, and it is regarded by many as something more than a coincidence that the dismissed persons still retain the privileges of the club. bbox=[824, 814, 954, 927]
sparrow-text: Notwithstanding the crusade against the ubiquitous sparrow, carried on year after year in this district, the bird seems to flourish, and to become more numerous. The damage to crops is incalculable and the farmers are at their wits' end. It is stated by the Road Board Inspector that the number of birds destroyed last year was over 100,000, but this seems to have made no difference. The present system of paying for heads appears not to be a success, and the Board must devise some other scheme. bbox=[824, 570, 954, 693]
guardian-text: Permanent after the 16th November, 1886, the terms of Subscription to the paper will be, as follows:— bbox=[282, 239, 404, 268]
jams: JAMS. bbox=[57, 1227, 89, 1238]
news-paragraph: Tenders have been requested to draw attention to the amended mail notice in this issue. In future mails for Christchurch will be closed daily at 8.50 a.m., 3.15 p.m., and 6.30 p.m.; and on Mondays, Wednesdays, and Fridays an additional mail will close at 10.50 a.m. for passengers by express train. bbox=[412, 911, 545, 977]
table-cell: — bbox=[891, 735, 923, 746]
six-weeks: Six Week's Longer bbox=[33, 167, 113, 209]
story-text: It is stated that the Committee of the Clan-na-Gael tried Cronin because the latter accused Sullivan of maintaining a personal existence in 1883. It was sought to remove Cronin's evidence of the "Times"-Parnell Commission. bbox=[692, 720, 816, 777]
column-separator bbox=[549, 26, 550, 1438]
table-cell: 1200 bbox=[923, 746, 953, 757]
story-text: The new Ministry have been submitted to the House of Assembly. The House has adjourned to July 16 in order to afford the new administration time to formulate a policy. bbox=[824, 320, 954, 367]
correspondents-text: Attention to the following rules will save the editors of correspondence a good deal of trouble. We cannot undertake to return rejected communications. No notice can be taken of anonymous communications. Whatever is intended for insertion in any paper must be authenticated by the name and address of the writer, not necessarily for publication, but as a guarantee of good faith. Letters and other communications intended for insertion in the news columns should be addressed to The Editor; and all business communications, including advertisements, to The Ashburton Publishing Co. bbox=[282, 44, 404, 204]
classified-ad: WANTED Known.—Handsome Presents to every Purchaser to the value of 2s 6d and upwards of Drapery, Boots, Clothing, &c.—H. C. Ebbatt, Holford House. bbox=[146, 274, 274, 322]
classified-ad: WANTED Known.—That Miss E. Simmons, Pupil of Mrs R. Wood, having removed to Mrs. J. Saunders Buildings, is prepared to take Pupils for the violin; will wait on Pupils at their homes if required.—Miss E. Simmons, Cass Road, Allenton. bbox=[146, 543, 274, 610]
news-paragraph: The Christchurch wool brokers have agreed that from the beginning of next wool season they will not accept at the wool sales any bid of less than one farthing per pound. It is considered that the larger buyers are disposed to run prices to the lowest point. They have therefore given notice that they will enforce the rule. bbox=[412, 626, 545, 702]
pinus-1-desc: Two year old, transplanted. bbox=[168, 1164, 252, 1174]
i-have: I HAVE bbox=[192, 1123, 228, 1134]
spencer-item: Men's Colonial Tweed Suits, 37s 6d for 30s bbox=[13, 372, 133, 391]
local-text: Upwards of two hundred applications were sent in for the post of caretaker of the East Christchurch school. The site on Wednesday presented the half-holiday football match from being played, and put a stop to all other outdoor games. Nothing could be done, and the Library and Reading Room were well patronised. At the R.M. Court this morning, before Mr J. Bullock, J.P., John Graham, for being drunk was fined 5s, or in default 24 hours' imprisonment. bbox=[282, 1208, 404, 1331]
news-paragraph: The Mayor has not yet received a reply to the letter he wrote to the Minister of Public Works in reference to the Ashburton Railway Station improvements, but he hopes to be in a position to lay the matter before the Council at their next meeting. bbox=[553, 307, 684, 374]
